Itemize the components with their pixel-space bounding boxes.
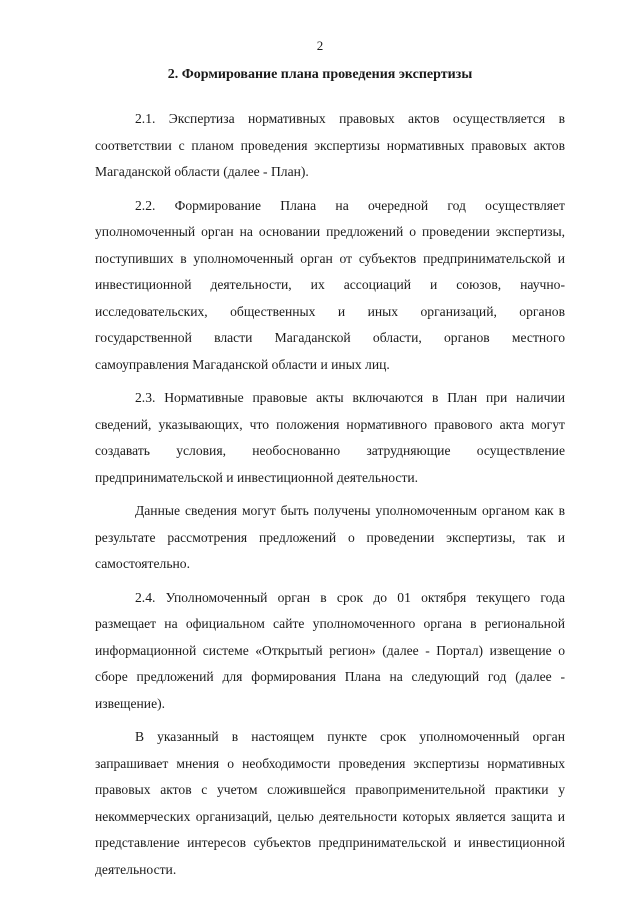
paragraph-2-4-continued: В указанный в настоящем пункте срок уполномоченный орган запрашивает мнения о необходимости проведения экспертизы нормативных правовых актов с учетом сложившейся правоприменительной практики у некоммерческих организаций, целью деятельности которых является защита и представление интересов субъектов предпринимательской и инвестиционной деятельности. [95,729,565,877]
page-number: 2 [316,38,324,53]
section-title: 2. Формирование плана проведения экспертизы [167,67,473,82]
paragraph-2-4: 2.4. Уполномоченный орган в срок до 01 октября текущего года размещает на официальном сайте уполномоченного органа в региональной информационной системе «Открытый регион» (далее - Портал) извещение о сборе предложений для формирования Плана на следующий год (далее - извещение). [95,589,565,711]
paragraph-2-3-continued: Данные сведения могут быть получены уполномоченным органом как в результате рассмотрения предложений о проведении экспертизы, так и самостоятельно. [95,503,565,571]
document-body [95,106,565,890]
paragraph-2-1: 2.1. Экспертиза нормативных правовых актов осуществляется в соответствии с планом проведения экспертизы нормативных правовых актов Магаданской области (далее - План). [95,111,565,179]
paragraph-2-2: 2.2. Формирование Плана на очередной год осуществляет уполномоченный орган на основании предложений о проведении экспертизы, поступивших в уполномоченный орган от субъектов предпринимательской и инвестиционной деятельности, их ассоциаций и союзов, научно-исследовательских, общественных и иных организаций, органов государственной власти Магаданской области, органов местного самоуправления Магаданской области и иных лиц. [95,197,565,372]
paragraph-2-3: 2.3. Нормативные правовые акты включаются в План при наличии сведений, указывающих, что положения нормативного правового акта могут создавать условия, необоснованно затрудняющие осуществление предпринимательской и инвестиционной деятельности. [95,390,565,485]
